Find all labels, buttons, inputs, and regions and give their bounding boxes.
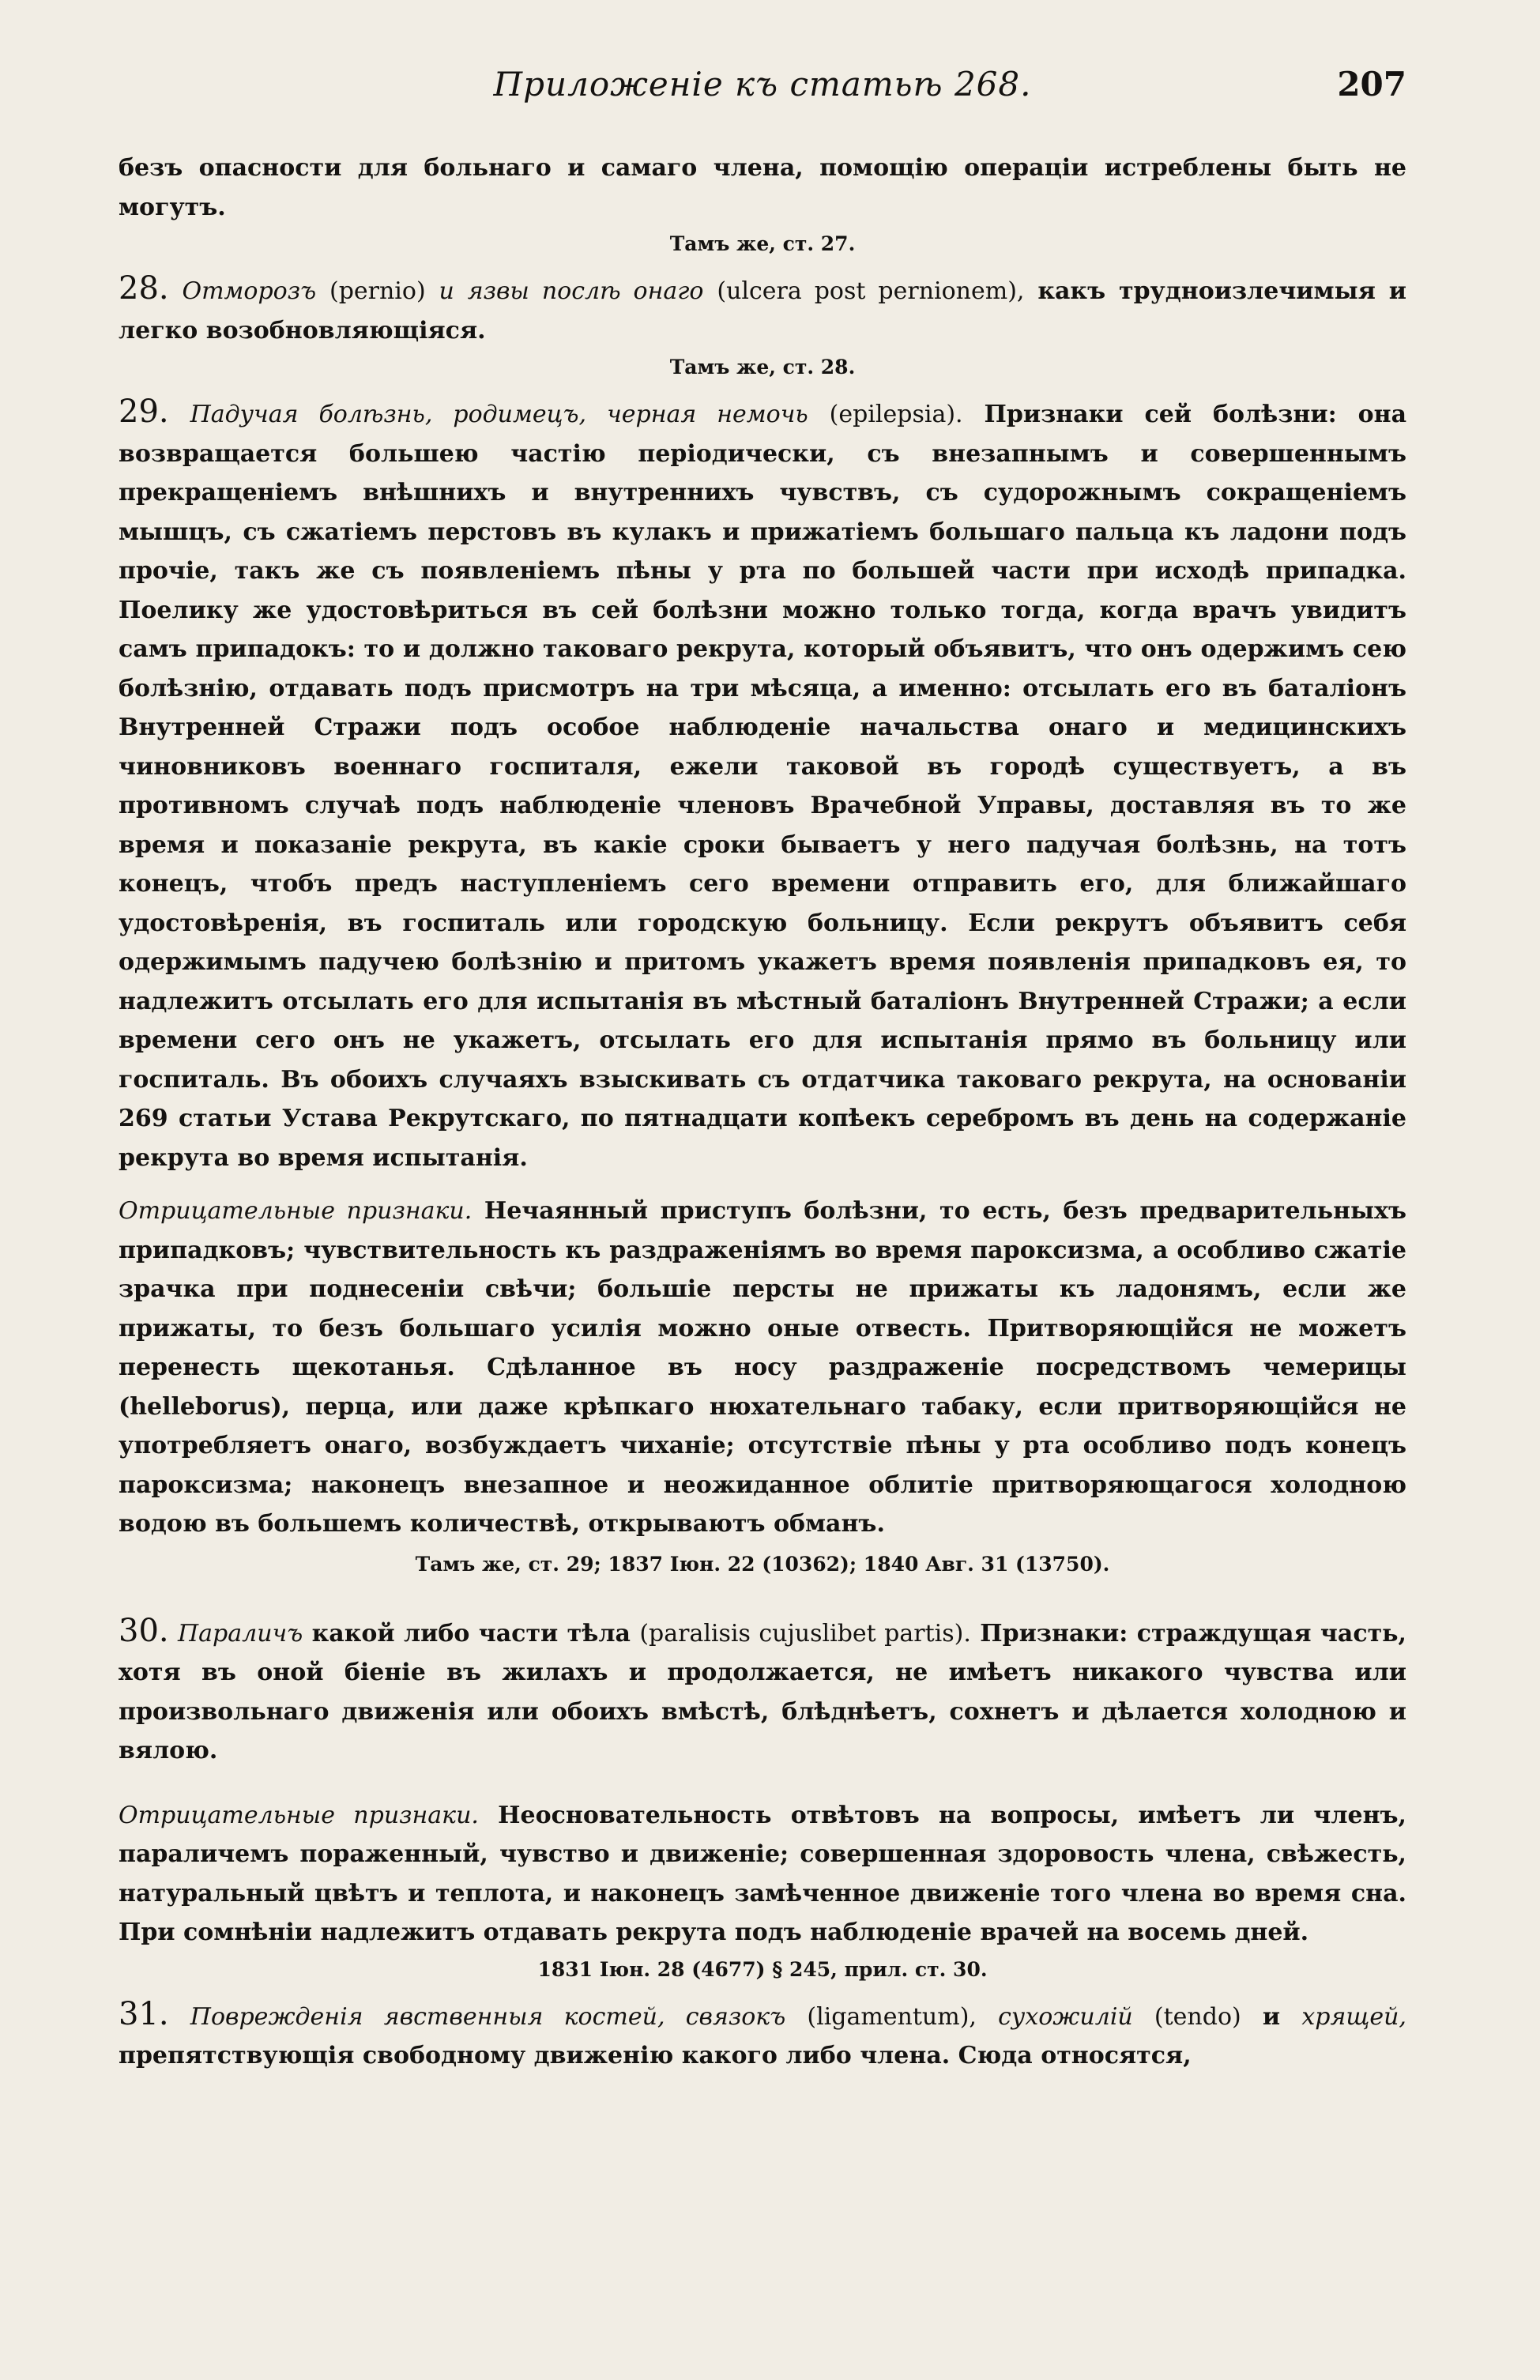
item-30-text-2: Признаки: страждущая часть, хотя въ оной біеніе въ жилахъ и продолжается, не имѣетъ никакого чувства или произвольнаго движенія или обоихъ вмѣстѣ, блѣднѣетъ, сохнетъ и дѣлается холодною и вялою. bbox=[119, 1619, 1406, 1764]
item-30-reference: 1831 Іюн. 28 (4677) § 245, прил. ст. 30. bbox=[537, 1957, 988, 1981]
item-28-paragraph bbox=[119, 269, 1406, 350]
intro-reference: Тамъ же, ст. 27. bbox=[669, 232, 856, 255]
item-29-latin: (epilepsia). bbox=[829, 401, 963, 428]
item-30-paragraph bbox=[119, 1612, 1406, 1771]
item-31-number: 31. bbox=[119, 1995, 169, 2032]
item-31-paragraph bbox=[119, 1995, 1406, 2076]
page-body bbox=[119, 149, 1406, 2076]
page-number: 207 bbox=[1337, 65, 1406, 104]
item-30-negative-paragraph bbox=[119, 1796, 1406, 1953]
item-30-negative-label: Отрицательные признаки. bbox=[119, 1801, 479, 1829]
spacer bbox=[119, 1771, 1406, 1796]
item-29-negative-label: Отрицательные признаки. bbox=[119, 1197, 473, 1225]
item-31-term-3: хрящей, bbox=[1301, 2002, 1406, 2031]
item-28-latin-2: (ulcera post pernionem), bbox=[717, 277, 1025, 305]
spacer bbox=[119, 1177, 1406, 1192]
item-28-text: какъ трудноизлечимыя и легко возобновляющіяся. bbox=[119, 277, 1406, 345]
item-28-reference: Тамъ же, ст. 28. bbox=[669, 356, 856, 378]
item-31-conjunction: и bbox=[1262, 2002, 1281, 2031]
running-title: Приложеніе къ статьѣ 268. bbox=[493, 65, 1032, 104]
intro-paragraph bbox=[119, 149, 1406, 227]
item-30-latin: (paralisis cujuslibet partis). bbox=[639, 1619, 971, 1648]
intro-text: безъ опасности для больнаго и самаго члена, помощію операціи истреблены быть не могутъ. bbox=[119, 154, 1406, 221]
item-31-latin-1: (ligamentum), bbox=[807, 2002, 977, 2031]
item-30-number: 30. bbox=[119, 1612, 169, 1649]
item-29-number: 29. bbox=[119, 394, 169, 430]
item-29-text: Признаки сей болѣзни: она возвращается большею частію періодически, съ внезапнымъ и совершеннымъ прекращеніемъ внѣшнихъ и внутреннихъ чувствъ, съ судорожнымъ сокращеніемъ мышцъ, съ сжатіемъ перстовъ въ кулакъ и прижатіемъ большаго пальца къ ладони подъ прочіе, такъ же съ появленіемъ пѣны у рта по большей части при исходѣ припадка. Поелику же удостовѣриться въ сей болѣзни можно только тогда, когда врачъ увидитъ самъ припадокъ: то и должно таковаго рекрута, который объявитъ, что онъ одержимъ сею болѣзнію, отдавать подъ присмотръ на три мѣсяца, а именно: отсылать его въ баталіонъ Внутренней Стражи подъ особое наблюденіе начальства онаго и медицинскихъ чиновниковъ военнаго госпиталя, ежели таковой въ городѣ существуетъ, а въ противномъ случаѣ подъ наблюденіе членовъ Врачебной Управы, доставляя въ то же время и показаніе рекрута, въ какіе сроки бываетъ у него падучая болѣзнь, на тотъ конецъ, чтобъ предъ наступленіемъ сего времени отправить его, для ближайшаго удостовѣренія, въ госпиталь или городскую больницу. Если рекрутъ объявитъ себя одержимымъ падучею болѣзнію и притомъ укажетъ время появленія припадковъ ея, то надлежитъ отсылать его для испытанія въ мѣстный баталіонъ Внутренней Стражи; а если времени сего онъ не укажетъ, отсылать его для испытанія прямо въ больницу или госпиталь. Въ обоихъ случаяхъ взыскивать съ отдатчика таковаго рекрута, на основаніи 269 статьи Устава Рекрутскаго, по пятнадцати копѣекъ серебромъ въ день на содержаніе рекрута во время испытанія. bbox=[119, 401, 1407, 1172]
item-28-number: 28. bbox=[119, 270, 169, 307]
page-header bbox=[119, 65, 1406, 112]
item-31-text: препятствующія свободному движенію какого либо члена. Сюда относятся, bbox=[119, 2042, 1192, 2069]
item-29-reference: Тамъ же, ст. 29; 1837 Іюн. 22 (10362); 1840 Авг. 31 (13750). bbox=[415, 1552, 1110, 1576]
item-28-latin-1: (pernio) bbox=[329, 277, 426, 305]
item-30-text-1: какой либо части тѣла bbox=[311, 1619, 631, 1648]
item-28-conjunction: и bbox=[439, 277, 454, 305]
item-30-term: Параличъ bbox=[178, 1619, 303, 1648]
item-28-term-1: Отморозъ bbox=[182, 277, 317, 305]
item-29-negative-text: Нечаянный приступъ болѣзни, то есть, безъ предварительныхъ припадковъ; чувствительность къ раздраженіямъ во время пароксизма, а особливо сжатіе зрачка при поднесеніи свѣчи; большіе персты не прижаты къ ладонямъ, если же прижаты, то безъ большаго усилія можно оные отвесть. Притворяющійся не можетъ перенесть щекотанья. Сдѣланное въ носу раздраженіе посредствомъ чемерицы (helleborus), перца, или даже крѣпкаго нюхательнаго табаку, если притворяющійся не употребляетъ онаго, возбуждаетъ чиханіе; отсутствіе пѣны у рта особливо подъ конецъ пароксизма; наконецъ внезапное и неожиданное облитіе притворяющагося холодною водою въ большемъ количествѣ, открываютъ обманъ. bbox=[119, 1197, 1406, 1538]
item-31-term-2: сухожилій bbox=[998, 2002, 1133, 2031]
item-28-term-2: язвы послѣ онаго bbox=[467, 277, 704, 305]
item-30-negative-text: Неосновательность отвѣтовъ на вопросы, имѣетъ ли членъ, параличемъ пораженный, чувство и движеніе; совершенная здоровость члена, свѣжесть, натуральный цвѣтъ и теплота, и наконецъ замѣченное движеніе того члена во время сна. При сомнѣніи надлежитъ отдавать рекрута подъ наблюденіе врачей на восемь дней. bbox=[119, 1801, 1406, 1946]
item-29-paragraph bbox=[119, 393, 1406, 1177]
item-29-negative-paragraph bbox=[119, 1192, 1406, 1544]
item-31-term-1: Поврежденія явственныя костей, связокъ bbox=[190, 2002, 786, 2031]
item-31-latin-2: (tendo) bbox=[1154, 2002, 1241, 2031]
item-29-term: Падучая болѣзнь, родимецъ, черная немочь bbox=[190, 401, 808, 428]
